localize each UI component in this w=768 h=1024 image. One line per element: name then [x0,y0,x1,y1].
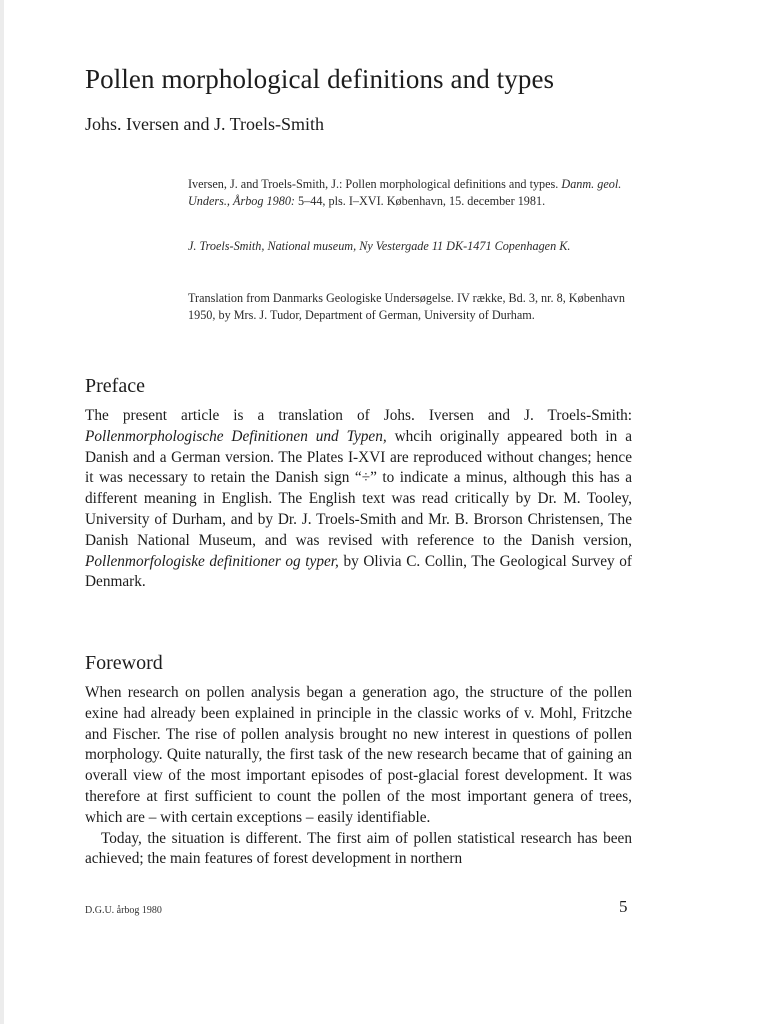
citation-journal: Danm. geol. Unders., Årbog 1980: [188,177,622,208]
preface-text-3: by Olivia C. Collin, The Geological Survey of Denmark. [85,552,633,591]
preface-heading: Preface [85,375,145,397]
preface-text-1: The present article is a translation of Johs. Iversen and J. Troels-Smith: [85,407,632,424]
author-address [188,238,640,255]
preface-text-2: whcih originally appeared both in a Danish and a German version. The Plates I-XVI are reproduced without changes; hence it was necessary to retain the Danish sign “÷” to indicate a minus, although this has a different meaning in English. The English text was read critically by Dr. M. Tooley, University of Durham, and by Dr. J. Troels-Smith and Mr. B. Brorson Christensen, The Danish National Museum, and was revised with reference to the Danish version, [85,427,633,549]
page-number: 5 [619,897,628,916]
page-edge-shadow [0,0,4,1024]
preface-body [85,406,632,593]
article-title: Pollen morphological definitions and types [85,64,555,94]
foreword-body [85,683,632,870]
translation-note-text: Translation from Danmarks Geologiske Undersøgelse. IV række, Bd. 3, nr. 8, København 1950, by Mrs. J. Tudor, Department of German, University of Durham. [188,291,625,322]
citation-block [188,176,640,209]
translation-note [188,290,640,323]
address-text: J. Troels-Smith, National museum, Ny Vestergade 11 DK-1471 Copenhagen K. [188,239,571,253]
preface-german-title: Pollenmorphologische Definitionen und Typen, [85,427,387,445]
citation-line: Iversen, J. and Troels-Smith, J.: Pollen morphological definitions and types. [188,177,562,191]
foreword-paragraph-1: When research on pollen analysis began a generation ago, the structure of the pollen exine had already been explained in principle in the classic works of v. Mohl, Fritzche and Fischer. The rise of pollen analysis brought no new interest in questions of pollen morphology. Quite naturally, the first task of the new research became that of gaining an overall view of the most important episodes of post-glacial forest development. It was therefore at first sufficient to count the pollen of the most important genera of trees, which are – with certain exceptions – easily identifiable. [85,684,632,826]
foreword-heading: Foreword [85,652,163,674]
article-authors: Johs. Iversen and J. Troels-Smith [85,114,325,134]
preface-paragraph [85,406,632,593]
foreword-paragraph-2: Today, the situation is different. The first aim of pollen statistical research has been achieved; the main features of forest development in northern [85,829,632,868]
preface-danish-title: Pollenmorfologiske definitioner og typer, [85,552,339,570]
citation-rest: 5–44, pls. I–XVI. København, 15. december 1981. [294,193,546,208]
running-footer: D.G.U. årbog 1980 [85,905,162,916]
